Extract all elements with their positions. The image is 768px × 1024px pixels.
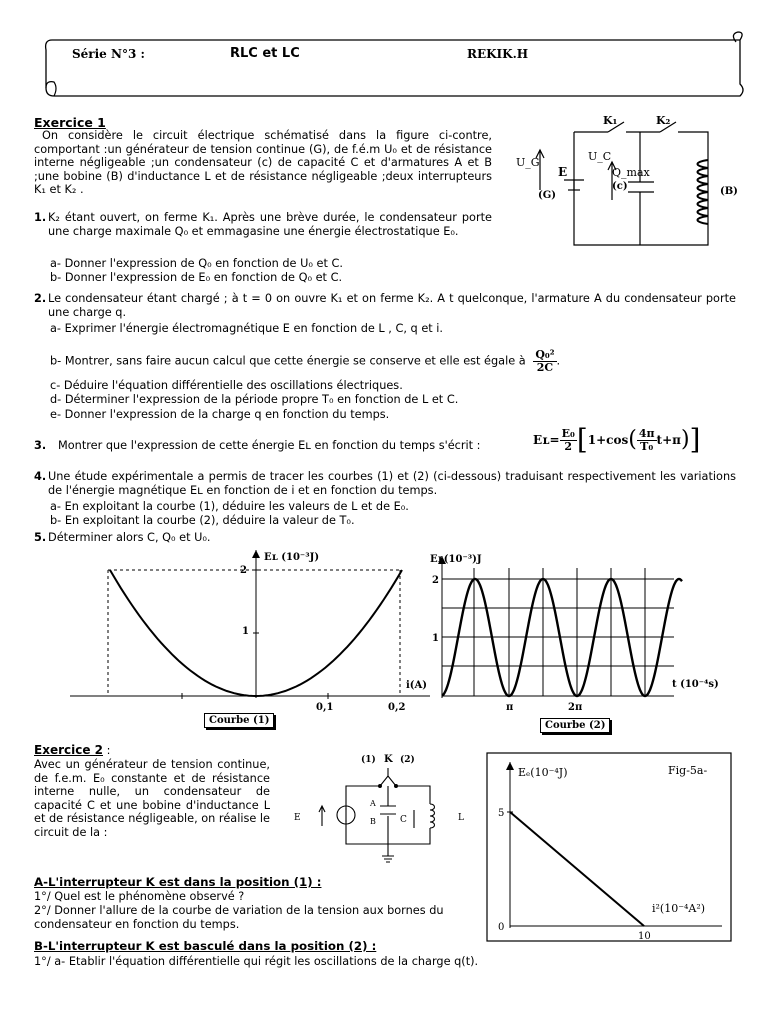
q4-text: Une étude expérimentale a permis de tracer les courbes (1) et (2) (ci-dessous) traduisant respectivement les variations de l'énergie magnétique Eʟ en fonction de i et en fonction du temps. (48, 470, 736, 497)
q2d-text: d- Déterminer l'expression de la période propre T₀ en fonction de L et C. (50, 393, 459, 406)
q4b-text: b- En exploitant la courbe (2), déduire la valeur de T₀. (50, 514, 355, 527)
header-scroll-frame (40, 30, 750, 100)
g-label: (G) (538, 190, 557, 201)
q3-4pi: 4π (638, 426, 655, 440)
curve1-y2: 2 (240, 565, 247, 576)
q5-number: 5. (34, 531, 47, 544)
curve2-xpi: π (506, 702, 514, 713)
q3-t0: T₀ (640, 439, 654, 453)
curve2-xlabel: t (10⁻⁴s) (672, 679, 719, 690)
q5-text: Déterminer alors C, Q₀ et U₀. (48, 531, 211, 544)
c2-a: A (370, 799, 376, 808)
q1a-text: a- Donner l'expression de Q₀ en fonction de U₀ et C. (50, 257, 343, 270)
q1-number: 1. (34, 211, 47, 224)
ex2-b1: 1°/ a- Etablir l'équation différentielle qui régit les oscillations de la charge q(t). (34, 955, 479, 968)
subject-title: RLC et LC (230, 46, 300, 61)
q3-frac-e0 (560, 428, 577, 453)
e-label: E (558, 165, 568, 179)
curve1-ylabel: Eʟ (10⁻³J) (264, 552, 320, 563)
ex2-intro: Avec un générateur de tension continue, de f.e.m. E₀ constante et de résistance interne nulle, un condensateur de capacité C et une bobine d'inductance L et de résistance négligeable, on réalise le circuit de la : (34, 758, 270, 839)
q3-formula: Eʟ= $\frac{\text{E₀}}{2}$ [1+cos( $\frac{4\pi}{\text{T₀}}$ t+π)] (533, 423, 701, 456)
serie-label: Série N°3 : (72, 47, 145, 61)
q2a-text: a- Exprimer l'énergie électromagnétique E en fonction de L , C, q et i. (50, 322, 444, 335)
q2-text: Le condensateur étant chargé ; à t = 0 on ouvre K₁ et on ferme K₂. A t quelconque, l'armature A du condensateur porte une charge q. (48, 292, 736, 319)
curve1-caption: Courbe (1) (204, 713, 274, 728)
q4a-text: a- En exploitant la courbe (1), déduire les valeurs de L et de E₀. (50, 500, 409, 513)
q1-text: K₂ étant ouvert, on ferme K₁. Après une brève durée, le condensateur porte une charge maximale Q₀ et emmagasine une énergie électrostatique E₀. (48, 211, 492, 238)
c2-k: K (384, 754, 393, 765)
k2-label: K₂ (656, 114, 671, 127)
circuit-2-diagram (288, 748, 478, 866)
q3-tail: t+π (656, 433, 681, 447)
qmax-label: Q_max (612, 166, 650, 179)
curve1-x01: 0,1 (316, 702, 334, 713)
ug-label: U_G (516, 156, 540, 169)
curve2-x2pi: 2π (568, 702, 583, 713)
q2b-text: b- Montrer, sans faire aucun calcul que cette énergie se conserve et elle est égale à (50, 354, 526, 368)
fig5-label: Fig-5a- (668, 764, 708, 777)
q2b-row: b- Montrer, sans faire aucun calcul que cette énergie se conserve et elle est égale à $\frac{\text{Q₀²}}{2C}$ . (50, 348, 561, 374)
c2-c: C (400, 815, 407, 825)
fig5-ylabel: Eₑ(10⁻⁴J) (518, 766, 568, 779)
fig5-y5: 5 (498, 808, 505, 819)
curve1-y1: 1 (242, 626, 249, 637)
q3-lhs: Eʟ= (533, 433, 560, 447)
ex2-title-colon: : (103, 744, 111, 757)
curve1-xlabel: i(A) (406, 680, 428, 691)
ex2-title-row (34, 744, 110, 758)
c2-e: E (294, 813, 301, 823)
curve-1-chart (70, 548, 440, 738)
ex1-intro: On considère le circuit électrique schématisé dans la figure ci-contre, comportant :un générateur de tension continue (G), de f.é.m U₀ et de résistance interne négligeable ;un condensateur (c) de capacité C et d'armatures A et B ;une bobine (B) d'inductance L et de résistance négligeable ;deux interrupteurs K₁ et K₂ . (34, 129, 492, 197)
q2b-num: Q₀² (535, 348, 555, 361)
q2e-text: e- Donner l'expression de la charge q en fonction du temps. (50, 408, 390, 421)
q2b-den: 2C (536, 361, 554, 374)
circuit-1-diagram (508, 110, 743, 250)
ex1-title: Exercice 1 (34, 115, 106, 130)
curve1-x02: 0,2 (388, 702, 406, 713)
ex2-secA: A-L'interrupteur K est dans la position (1) : (34, 875, 322, 889)
c2-p1: (1) (361, 755, 376, 765)
q3-frac-4pi (637, 428, 657, 453)
ex2-title: Exercice 2 (34, 743, 103, 757)
q3-two: 2 (564, 439, 573, 453)
curve2-y1: 1 (432, 633, 439, 644)
k1-label: K₁ (603, 114, 618, 127)
q2-number: 2. (34, 292, 47, 305)
ex2-a1: 1°/ Quel est le phénomène observé ? (34, 890, 245, 903)
q3-cos: 1+cos (587, 433, 629, 447)
q3-e0: E₀ (561, 426, 575, 440)
uc-label: U_C (588, 150, 612, 163)
ex2-secB: B-L'interrupteur K est basculé dans la position (2) : (34, 939, 377, 953)
q2c-text: c- Déduire l'équation différentielle des oscillations électriques. (50, 379, 403, 392)
fig5a-chart (486, 752, 732, 944)
fig5-x10: 10 (638, 931, 651, 942)
q3-number: 3. (34, 439, 47, 452)
c-label: (c) (612, 181, 628, 192)
q1b-text: b- Donner l'expression de E₀ en fonction de Q₀ et C. (50, 271, 343, 284)
curve2-y2: 2 (432, 575, 439, 586)
fig5-zero: 0 (498, 922, 505, 933)
q4-number: 4. (34, 470, 47, 483)
curve2-ylabel: Eʟ(10⁻³)J (430, 554, 482, 565)
c2-b: B (370, 817, 376, 826)
ex2-a2: 2°/ Donner l'allure de la courbe de variation de la tension aux bornes du condensateur en fonction du temps. (34, 904, 444, 931)
c2-l: L (458, 813, 464, 823)
curve-2-chart (430, 548, 730, 738)
author-name: REKIK.H (467, 47, 529, 61)
b-label: (B) (720, 186, 738, 197)
fig5-xlabel: i²(10⁻⁴A²) (652, 902, 706, 915)
c2-p2: (2) (400, 755, 415, 765)
q3-text: Montrer que l'expression de cette énergie Eʟ en fonction du temps s'écrit : (58, 439, 481, 452)
q2b-fraction (533, 349, 556, 374)
curve2-caption: Courbe (2) (540, 718, 610, 733)
